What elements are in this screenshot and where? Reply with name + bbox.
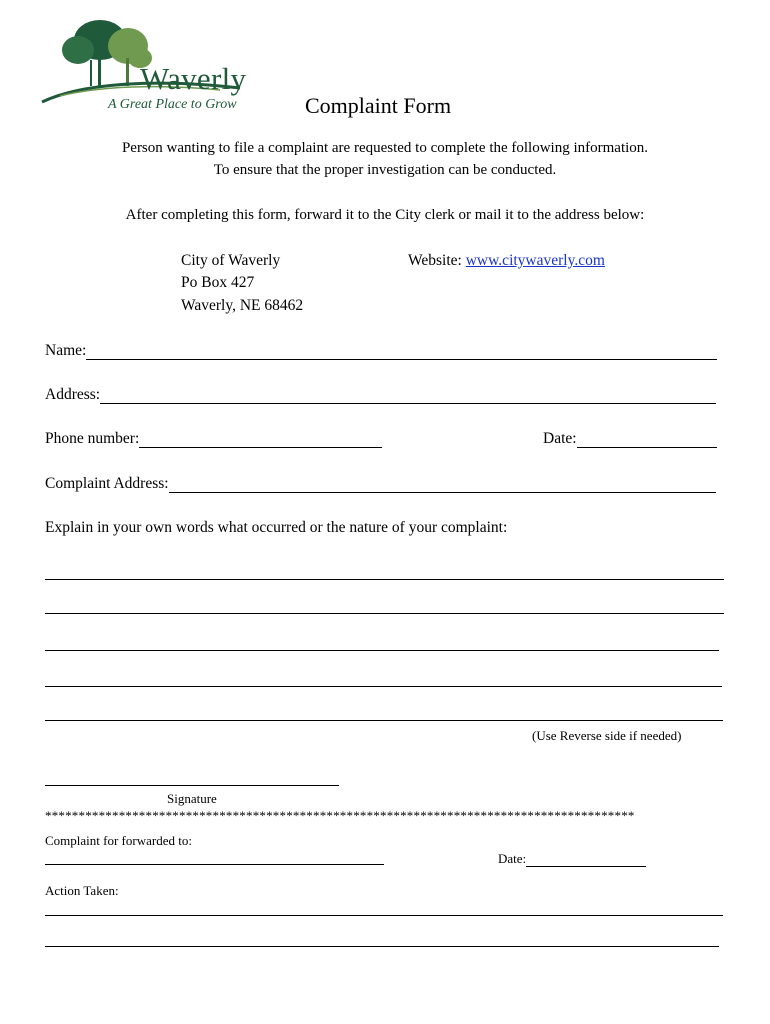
- date-label: Date:: [543, 430, 577, 447]
- address-line-1: City of Waverly: [181, 252, 281, 269]
- name-row: [45, 342, 717, 360]
- name-field[interactable]: [86, 345, 717, 360]
- office-date-label: Date:: [498, 851, 527, 866]
- page-title: Complaint Form: [305, 93, 452, 118]
- address-row: [45, 386, 716, 404]
- complaint-address-field[interactable]: [169, 478, 716, 493]
- name-label: Name:: [45, 342, 87, 359]
- website-label: Website:: [408, 252, 462, 269]
- action-taken-line[interactable]: [45, 915, 723, 916]
- office-date-field[interactable]: [526, 854, 646, 867]
- address-line-3: Waverly, NE 68462: [181, 297, 304, 314]
- complaint-text-line[interactable]: [45, 720, 723, 721]
- logo-wordmark: Waverly: [140, 61, 247, 96]
- address-field[interactable]: [100, 389, 716, 404]
- action-taken-line[interactable]: [45, 946, 719, 947]
- signature-label: Signature: [167, 791, 217, 806]
- intro-line-1: Person wanting to file a complaint are requested to complete the following information.: [121, 140, 649, 156]
- complaint-text-line[interactable]: [45, 686, 722, 687]
- address-line-2: Po Box 427: [181, 274, 255, 291]
- explain-prompt: Explain in your own words what occurred or the nature of your complaint:: [45, 519, 508, 536]
- phone-row: [45, 430, 382, 448]
- forwarded-to-label: Complaint for forwarded to:: [45, 833, 192, 848]
- waverly-logo: [40, 18, 250, 118]
- website-link[interactable]: www.citywaverly.com: [465, 252, 605, 269]
- complaint-text-line[interactable]: [45, 650, 719, 651]
- reverse-side-note: (Use Reverse side if needed): [532, 728, 682, 743]
- forwarded-to-field[interactable]: [45, 864, 384, 865]
- action-taken-label: Action Taken:: [45, 883, 119, 898]
- phone-field[interactable]: [139, 433, 382, 448]
- complaint-text-line[interactable]: [45, 579, 724, 580]
- complaint-text-line[interactable]: [45, 613, 724, 614]
- website-row: [408, 252, 605, 270]
- intro-line-2: To ensure that the proper investigation can be conducted.: [213, 162, 557, 178]
- complaint-address-label: Complaint Address:: [45, 475, 169, 492]
- logo-tagline: A Great Place to Grow: [108, 97, 237, 112]
- complaint-address-row: [45, 475, 716, 493]
- date-row: [543, 430, 717, 448]
- address-label: Address:: [45, 386, 101, 403]
- phone-label: Phone number:: [45, 430, 140, 447]
- office-date-row: [498, 851, 646, 867]
- instruction-text: After completing this form, forward it to the City clerk or mail it to the address below:: [125, 207, 645, 223]
- asterisk-separator: ****************************************************************************************: [45, 808, 635, 823]
- date-field[interactable]: [577, 433, 717, 448]
- signature-field[interactable]: [45, 785, 339, 786]
